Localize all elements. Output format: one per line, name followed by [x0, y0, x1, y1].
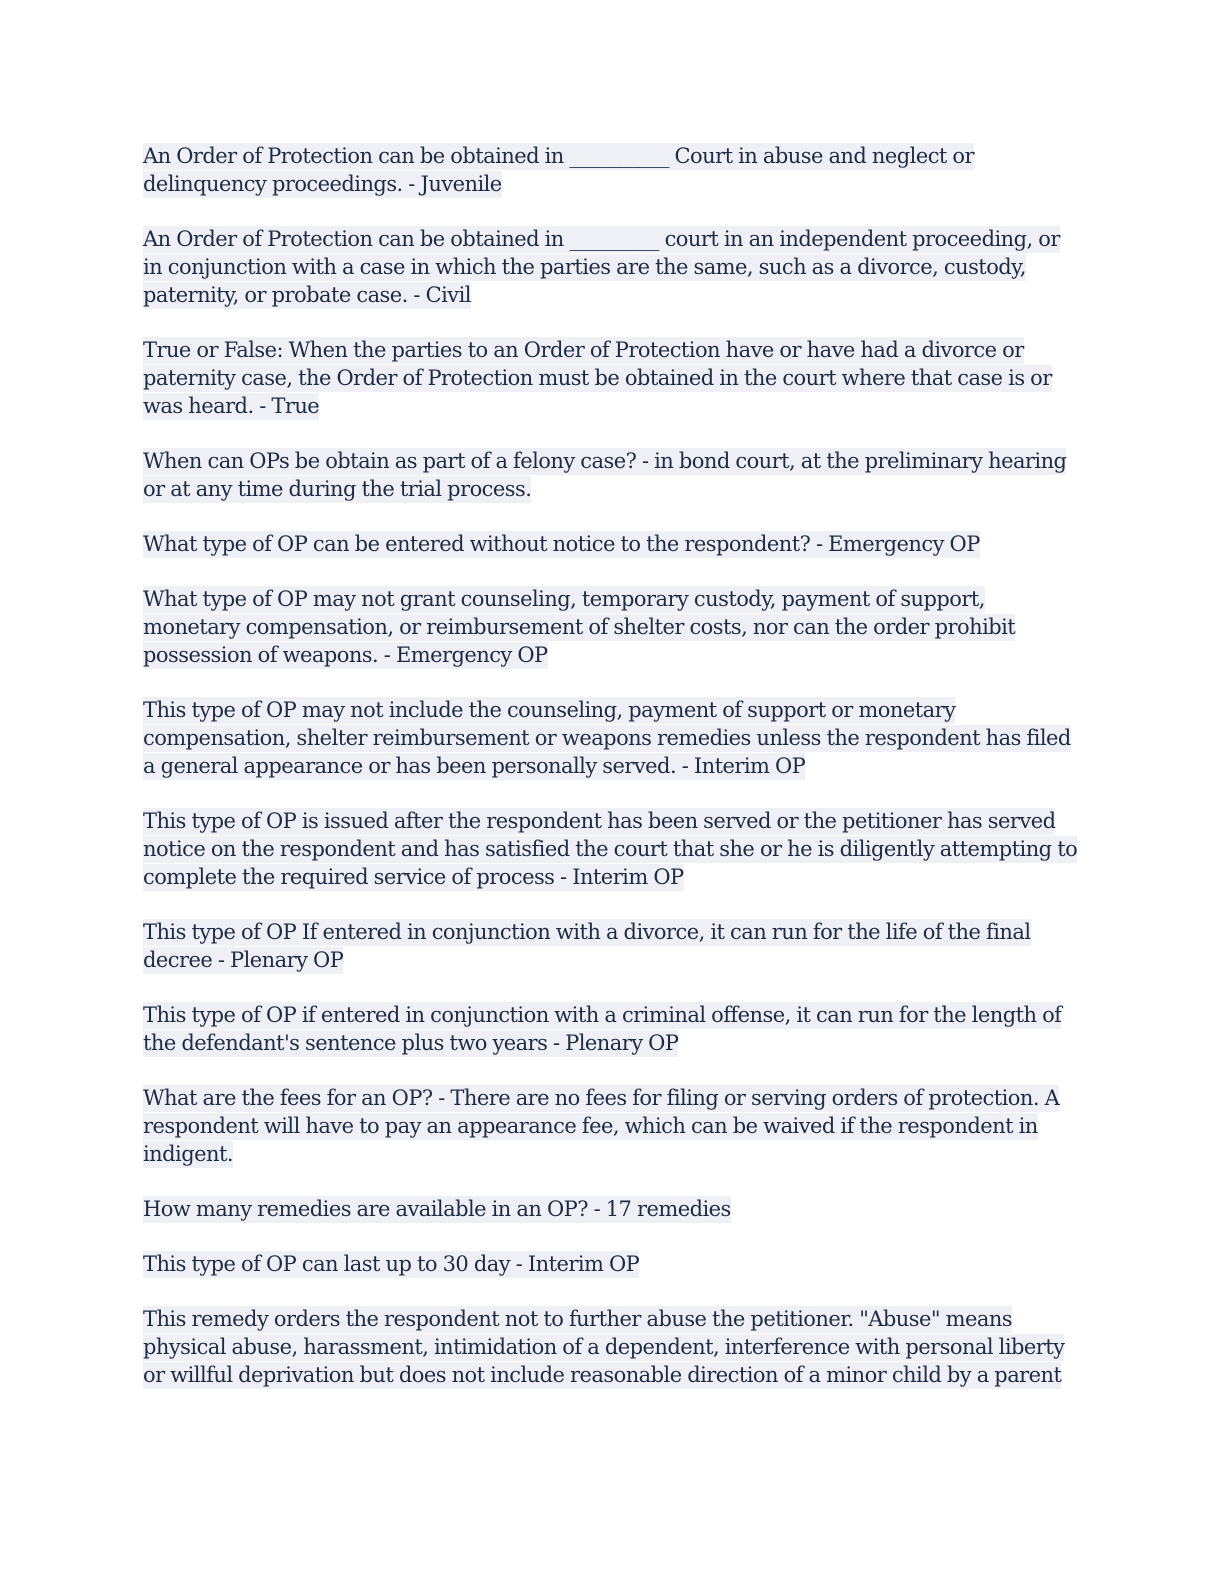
flashcard-separator: -	[432, 1086, 451, 1110]
flashcard-separator: -	[547, 1031, 566, 1055]
flashcard-question: This type of OP can last up to 30 day	[143, 1252, 511, 1276]
flashcard-question: An Order of Protection can be obtained in __________ Court in abuse and neglect or delinquency proceedings.	[143, 144, 975, 196]
flashcard-answer: Juvenile	[420, 172, 502, 196]
flashcard-separator: -	[587, 1197, 606, 1221]
flashcard-answer: Plenary OP	[565, 1031, 679, 1055]
flashcard-question: When can OPs be obtain as part of a felony case?	[143, 449, 637, 473]
flashcard-answer: 17 remedies	[605, 1197, 731, 1221]
flashcard-question: This type of OP if entered in conjunction with a criminal offense, it can run for the length of the defendant's sentence plus two years	[143, 1003, 1062, 1055]
flashcard	[143, 585, 1083, 669]
flashcard	[143, 807, 1083, 891]
flashcard-separator: -	[407, 283, 426, 307]
flashcard-question: This type of OP If entered in conjunction with a divorce, it can run for the life of the final decree	[143, 920, 1031, 972]
flashcard-question: What are the fees for an OP?	[143, 1086, 433, 1110]
flashcard	[143, 530, 1083, 558]
flashcard-question: How many remedies are available in an OP?	[143, 1197, 588, 1221]
flashcard	[143, 1305, 1083, 1389]
flashcard-question: This remedy orders the respondent not to further abuse the petitioner. "Abuse" means physical abuse, harassment, intimidation of a dependent, interference with personal liberty or willful deprivation but does not include reasonable direction of a minor child by a parent	[143, 1307, 1065, 1387]
flashcard-answer: Emergency OP	[828, 532, 980, 556]
flashcard-separator: -	[554, 865, 573, 889]
flashcard	[143, 1195, 1083, 1223]
flashcard-question: An Order of Protection can be obtained in _________ court in an independent proceeding, or in conjunction with a case in which the parties are the same, such as a divorce, custody, paternity, or probate case.	[143, 227, 1060, 307]
flashcard-question: True or False: When the parties to an Order of Protection have or have had a divorce or paternity case, the Order of Protection must be obtained in the court where that case is or was heard.	[143, 338, 1052, 418]
flashcard-separator: -	[378, 643, 396, 667]
flashcard	[143, 1084, 1083, 1168]
flashcard-question: What type of OP can be entered without notice to the respondent?	[143, 532, 811, 556]
flashcard	[143, 225, 1083, 309]
flashcard-separator: -	[676, 754, 694, 778]
flashcard-separator: -	[212, 948, 231, 972]
flashcard-answer: Interim OP	[527, 1252, 640, 1276]
flashcard-separator: -	[510, 1252, 528, 1276]
flashcard-separator: -	[810, 532, 829, 556]
flashcard-answer: True	[271, 394, 320, 418]
document-page	[143, 142, 1083, 1416]
flashcard	[143, 1250, 1083, 1278]
flashcard	[143, 142, 1083, 198]
flashcard	[143, 336, 1083, 420]
flashcard-separator: -	[402, 172, 421, 196]
flashcard	[143, 918, 1083, 974]
flashcard-separator: -	[636, 449, 655, 473]
flashcard-answer: Civil	[425, 283, 471, 307]
flashcard-question: This type of OP is issued after the respondent has been served or the petitioner has served notice on the respondent and has satisfied the court that she or he is diligently attempting to complete the required service of process	[143, 809, 1078, 889]
flashcard-answer: Plenary OP	[230, 948, 344, 972]
flashcard-question: This type of OP may not include the counseling, payment of support or monetary compensation, shelter reimbursement or weapons remedies unless the respondent has filed a general appearance or has been personally served.	[143, 698, 1071, 778]
flashcard-separator: -	[253, 394, 272, 418]
flashcard	[143, 447, 1083, 503]
flashcard-answer: Emergency OP	[395, 643, 548, 667]
flashcard-answer: Interim OP	[693, 754, 806, 778]
flashcard-answer: There are no fees for filing or serving orders of protection. A respondent will have to pay an appearance fee, which can be waived if the respondent in indigent.	[143, 1086, 1060, 1166]
flashcard-answer: Interim OP	[572, 865, 684, 889]
flashcard-answer: in bond court, at the preliminary hearing or at any time during the trial process.	[143, 449, 1067, 501]
flashcard	[143, 1001, 1083, 1057]
flashcard-question: What type of OP may not grant counseling, temporary custody, payment of support, monetary compensation, or reimbursement of shelter costs, nor can the order prohibit possession of weapons.	[143, 587, 1016, 667]
flashcard	[143, 696, 1083, 780]
